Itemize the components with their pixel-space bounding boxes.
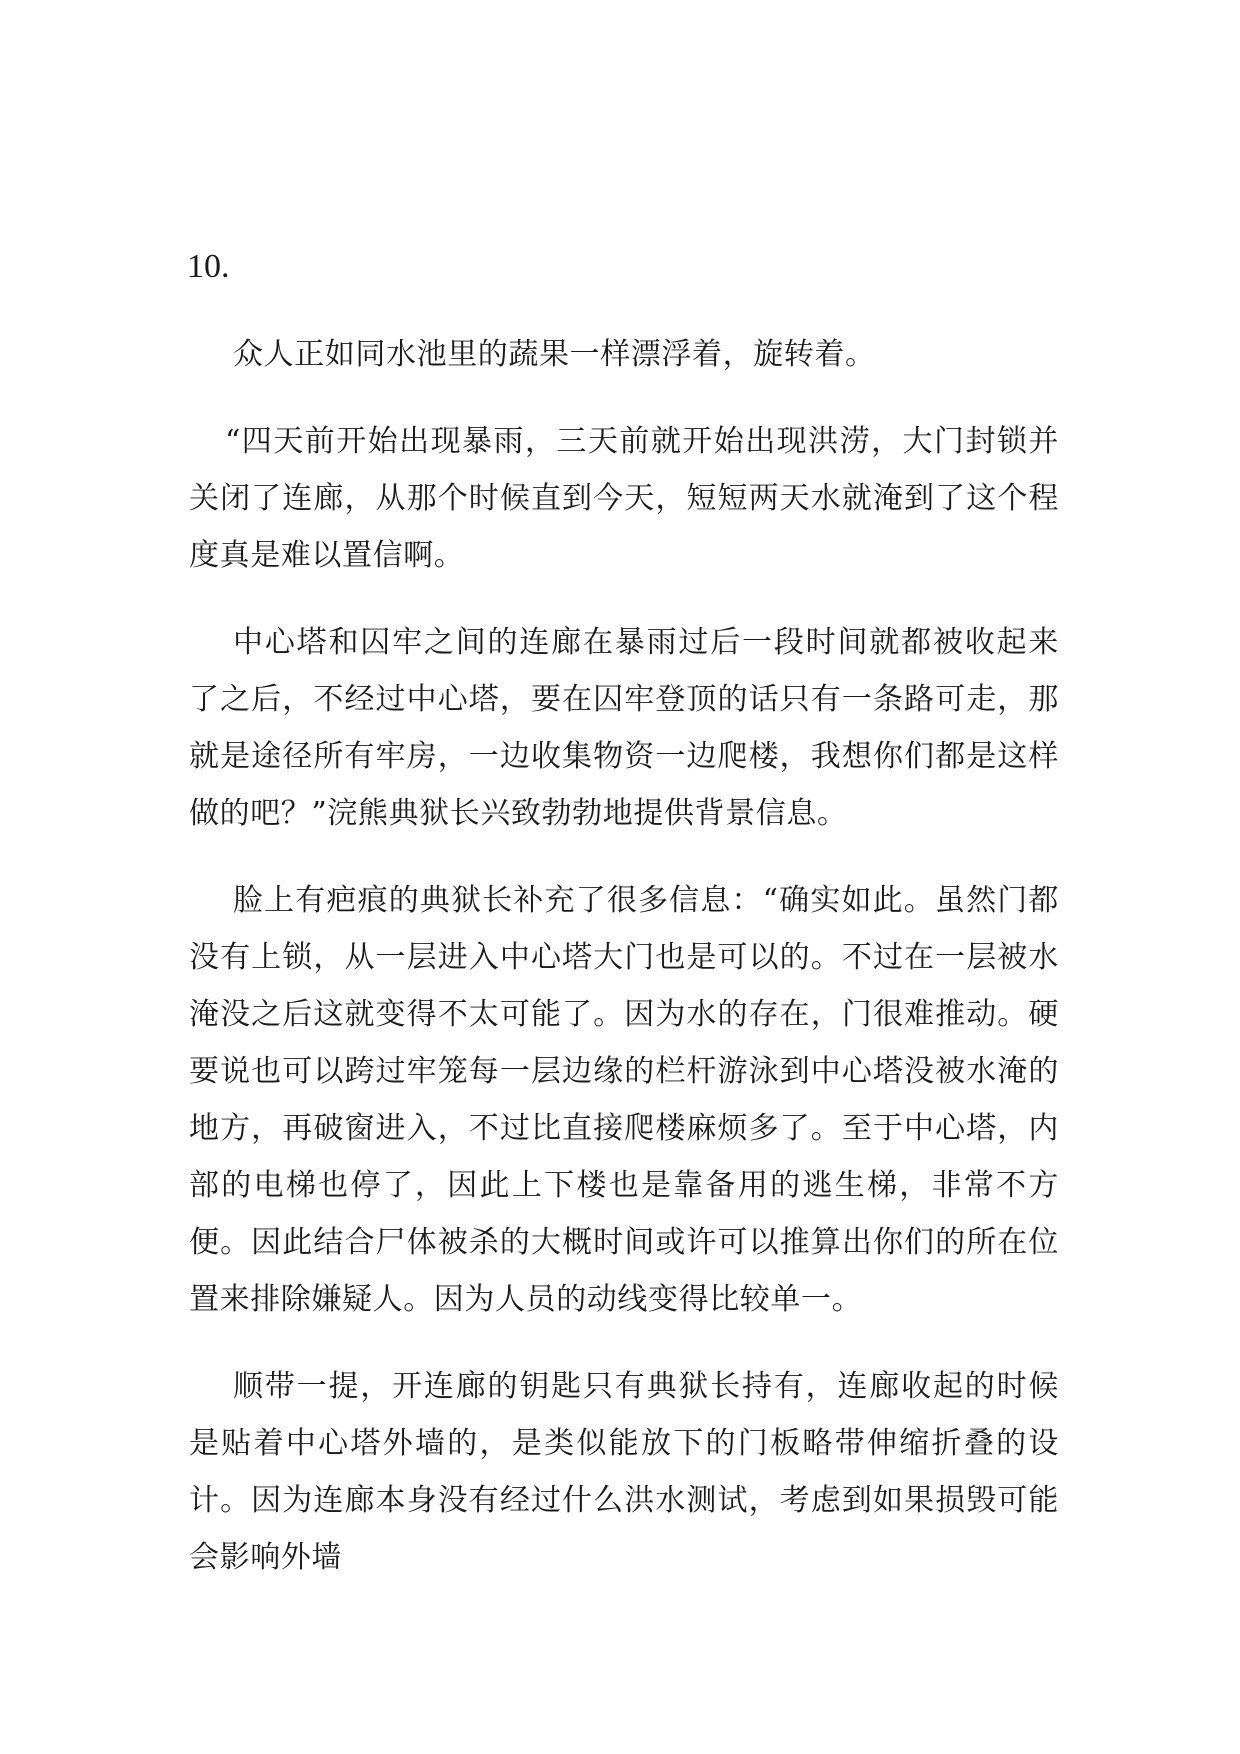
paragraph: 顺带一提，开连廊的钥匙只有典狱长持有，连廊收起的时候是贴着中心塔外墙的，是类似能放下的门板略带伸缩折叠的设计。因为连廊本身没有经过什么洪水测试，考虑到如果损毁可能会影响外墙 [189,1369,1059,1575]
paragraph: 中心塔和囚牢之间的连廊在暴雨过后一段时间就都被收起来了之后，不经过中心塔，要在囚牢登顶的话只有一条路可走，那就是途径所有牢房，一边收集物资一边爬楼，我想你们都是这样做的吧？”浣熊典狱长兴致勃勃地提供背景信息。 [189,625,1059,831]
chapter-number: 10. [187,248,230,285]
paragraph: 脸上有疤痕的典狱长补充了很多信息：“确实如此。虽然门都没有上锁，从一层进入中心塔大门也是可以的。不过在一层被水淹没之后这就变得不太可能了。因为水的存在，门很难推动。硬要说也可以跨过牢笼每一层边缘的栏杆游泳到中心塔没被水淹的地方，再破窗进入，不过比直接爬楼麻烦多了。至于中心塔，内部的电梯也停了，因此上下楼也是靠备用的逃生梯，非常不方便。因此结合尸体被杀的大概时间或许可以推算出你们的所在位置来排除嫌疑人。因为人员的动线变得比较单一。 [189,883,1059,1317]
paragraph: 众人正如同水池里的蔬果一样漂浮着，旋转着。 [233,337,876,372]
paragraph: “四天前开始出现暴雨，三天前就开始出现洪涝，大门封锁并关闭了连廊，从那个时候直到今天，短短两天水就淹到了这个程度真是难以置信啊。 [189,424,1059,573]
body-text [189,326,1059,1616]
